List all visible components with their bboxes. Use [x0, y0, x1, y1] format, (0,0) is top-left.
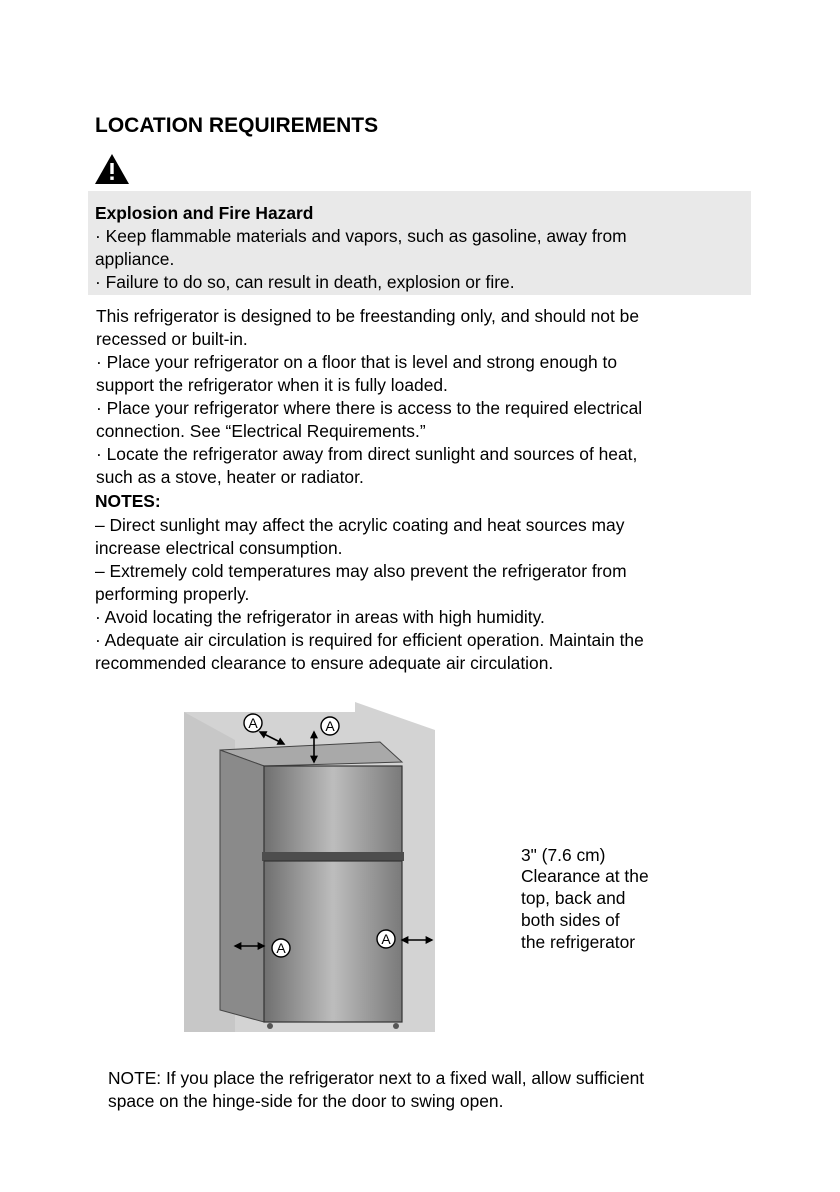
clearance-marker-a	[244, 714, 262, 732]
clearance-note-line: 3" (7.6 cm)	[521, 845, 606, 865]
warning-heading: Explosion and Fire Hazard	[95, 203, 314, 223]
clearance-note-line: Clearance at the	[521, 866, 649, 886]
clearance-note-line: the refrigerator	[521, 932, 636, 952]
warning-line: · Failure to do so, can result in death, explosion or fire.	[95, 272, 515, 292]
note-line: – Direct sunlight may affect the acrylic coating and heat sources may	[95, 515, 625, 535]
clearance-marker-a	[377, 930, 395, 948]
page-title: LOCATION REQUIREMENTS	[95, 114, 379, 137]
svg-text:A: A	[381, 931, 391, 947]
body-line: · Locate the refrigerator away from direct sunlight and sources of heat,	[96, 444, 638, 464]
refrigerator-clearance-diagram	[180, 700, 440, 1040]
body-line: recessed or built-in.	[96, 329, 248, 349]
notes-heading: NOTES:	[95, 491, 161, 511]
warning-line: appliance.	[95, 249, 175, 269]
clearance-note-line: both sides of	[521, 910, 620, 930]
warning-line: · Keep flammable materials and vapors, such as gasoline, away from	[95, 226, 627, 246]
door-handle	[262, 852, 404, 861]
footer-note-line: NOTE: If you place the refrigerator next to a fixed wall, allow sufficient	[108, 1068, 645, 1088]
note-line: · Adequate air circulation is required for efficient operation. Maintain the	[95, 630, 644, 650]
body-line: · Place your refrigerator on a floor that is level and strong enough to	[96, 352, 618, 372]
svg-text:A: A	[276, 940, 286, 956]
warning-triangle-icon	[94, 153, 130, 185]
clearance-note-line: top, back and	[521, 888, 626, 908]
body-line: connection. See “Electrical Requirements.”	[96, 421, 426, 441]
freezer-door	[264, 766, 402, 854]
body-line: such as a stove, heater or radiator.	[96, 467, 364, 487]
note-line: recommended clearance to ensure adequate air circulation.	[95, 653, 554, 673]
note-line: increase electrical consumption.	[95, 538, 343, 558]
svg-text:A: A	[248, 715, 258, 731]
note-line: performing properly.	[95, 584, 250, 604]
footer-note-line: space on the hinge-side for the door to swing open.	[108, 1091, 504, 1111]
body-line: This refrigerator is designed to be freestanding only, and should not be	[96, 306, 639, 326]
fridge-side	[220, 750, 264, 1022]
clearance-marker-a	[321, 717, 339, 735]
note-line: · Avoid locating the refrigerator in areas with high humidity.	[95, 607, 545, 627]
body-line: · Place your refrigerator where there is access to the required electrical	[96, 398, 643, 418]
clearance-marker-a	[272, 939, 290, 957]
note-line: – Extremely cold temperatures may also prevent the refrigerator from	[95, 561, 627, 581]
svg-text:A: A	[325, 718, 335, 734]
body-line: support the refrigerator when it is fully loaded.	[96, 375, 448, 395]
